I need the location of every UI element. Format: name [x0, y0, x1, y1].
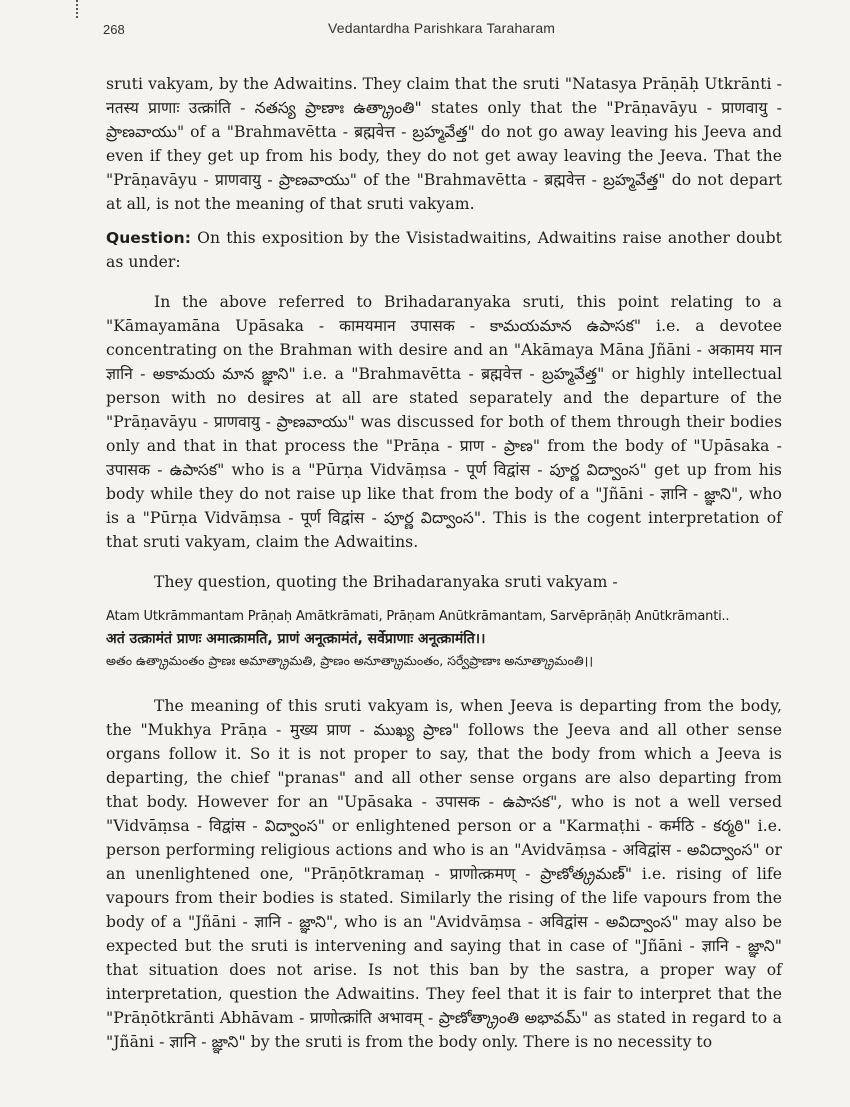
- paragraph-adwaitin-claim: In the above referred to Brihadaranyaka sruti, this point relating to a "Kāmayamāna Upāsaka - कामयमान उपासक - కామయమాన ఉపాసక" i.e. a devotee concentrating on the Brahman with desire and an "Akāmaya Māna Jñāni - अकामय मान ज्ञानि - అకామయ మాన జ్ఞాని" i.e. a "Brahmavētta - ब्रह्मवेत्त - బ్రహ్మవేత్త" or highly intellectual person with no desires at all are stated separately and the departure of the "Prāṇavāyu - प्राणवायु - ప్రాణవాయు" was discussed for both of them through their bodies only and that in that process the "Prāṇa - प्राण - ప్రాణ" from the body of "Upāsaka - उपासक - ఉపాసక" who is a "Pūrṇa Vidvāṃsa - पूर्ण विद्वांस - పూర్ణ విద్వాంస" get up from his body while they do not raise up like that from the body of a "Jñāni - ज्ञानि - జ్ఞాని", who is a "Pūrṇa Vidvāṃsa - पूर्ण विद्वांस - పూర్ణ విద్వాంస". This is the cogent interpretation of that sruti vakyam, claim the Adwaitins.: [106, 293, 782, 551]
- scan-mark: [76, 0, 81, 18]
- page-body: [106, 72, 782, 1054]
- paragraph-they-question: They question, quoting the Brihadaranyaka sruti vakyam -: [154, 573, 618, 591]
- sruti-quote: [106, 606, 782, 672]
- question-paragraph: [106, 226, 782, 274]
- question-text: On this exposition by the Visistadwaitins, Adwaitins raise another doubt as under:: [106, 229, 782, 271]
- running-head: Vedantardha Parishkara Taraharam: [328, 20, 556, 36]
- question-label: Question:: [106, 229, 192, 247]
- sruti-quote-devanagari: अतं उत्क्रामंतं प्राणः अमात्क्रामति, प्राणं अनूत्क्रामंतं, सर्वेप्राणाः अनूत्क्रामंति।।: [106, 631, 486, 647]
- sruti-quote-roman: Atam Utkrāmmantam Prāṇaḥ Amātkrāmati, Prāṇam Anūtkrāmantam, Sarvēprāṇāḥ Anūtkrāmanti..: [106, 609, 730, 624]
- paragraph-continuation: sruti vakyam, by the Adwaitins. They claim that the sruti "Natasya Prāṇāḥ Utkrānti - नतस्य प्राणाः उत्क्रांति - నతస్య ప్రాణాః ఉత్క్రాంతి" states only that the "Prāṇavāyu - प्राणवायु - ప్రాణవాయు" of a "Brahmavētta - ब्रह्मवेत्त - బ్రహ్మవేత్త" do not go away leaving his Jeeva and even if they get up from his body, they do not get away leaving the Jeeva. That the "Prāṇavāyu - प्राणवायु - ప్రాణవాయు" of the "Brahmavētta - ब्रह्मवेत्त - బ్రహ్మవేత్త" do not depart at all, is not the meaning of that sruti vakyam.: [106, 75, 782, 213]
- paragraph-meaning: The meaning of this sruti vakyam is, when Jeeva is departing from the body, the "Mukhya Prāṇa - मुख्य प्राण - ముఖ్య ప్రాణ" follows the Jeeva and all other sense organs follow it. So it is not proper to say, that the body from which a Jeeva is departing, the chief "pranas" and all other sense organs are also departing from that body. However for an "Upāsaka - उपासक - ఉపాసక", who is not a well versed "Vidvāṃsa - विद्वांस - విద్వాంస" or enlightened person or a "Karmaṭhi - कर्मठि - కర్మఠి" i.e. person performing religious actions and who is an "Avidvāṃsa - अविद्वांस - అవిద్వాంస" or an unenlightened one, "Prāṇōtkramaṇ - प्राणोत्क्रमण् - ప్రాణోత్క్రమణ్" i.e. rising of life vapours from their bodies is stated. Similarly the rising of the life vapours from the body of a "Jñāni - ज्ञानि - జ్ఞాని", who is an "Avidvāṃsa - अविद्वांस - అవిద్వాంస" may also be expected but the sruti is intervening and saying that in case of "Jñāni - ज्ञानि - జ్ఞాని" that situation does not arise. Is not this ban by the sastra, a proper way of interpretation, question the Adwaitins. They feel that it is fair to interpret that the "Prāṇōtkrānti Abhāvam - प्राणोत्क्रांति अभावम् - ప్రాణోత్క్రాంతి అభావమ్" as stated in regard to a "Jñāni - ज्ञानि - జ్ఞాని" by the sruti is from the body only. There is no necessity to: [106, 697, 782, 1051]
- page-number: 268: [103, 22, 125, 37]
- sruti-quote-telugu: అతం ఉత్క్రామంతం ప్రాణః అమాత్క్రామతి, ప్రాణం అనూత్క్రామంతం, సర్వేప్రాణాః అనూత్క్రామంతి।।: [106, 653, 594, 668]
